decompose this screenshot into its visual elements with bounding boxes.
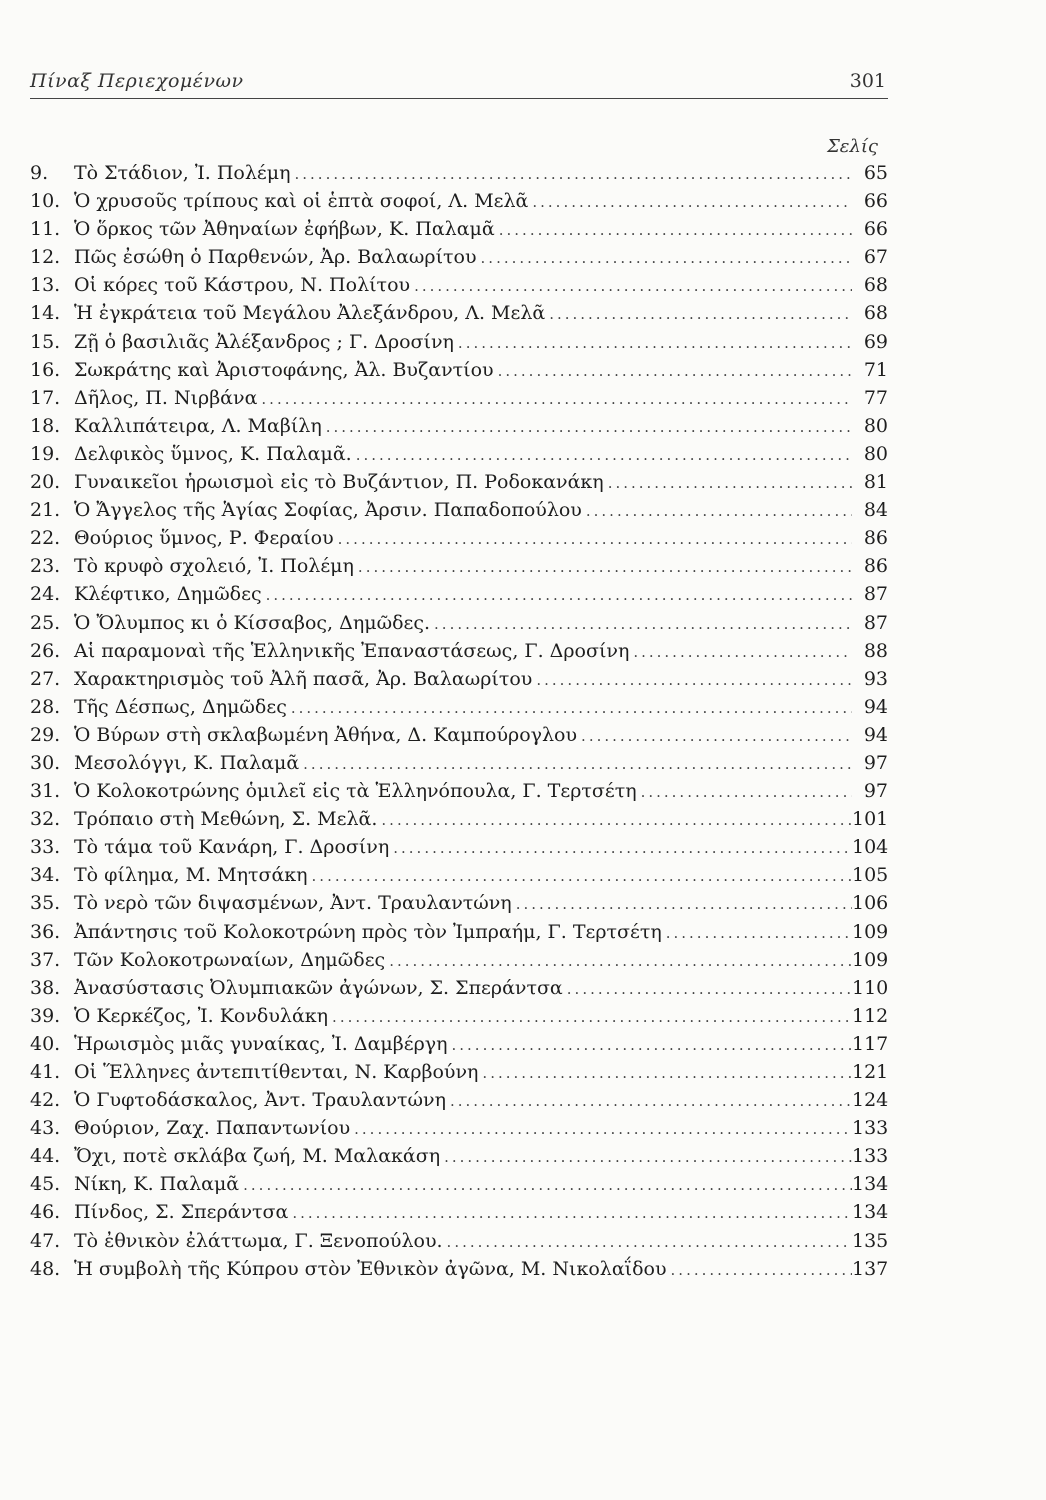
dot-leader xyxy=(434,615,852,633)
entry-number: 39. xyxy=(30,1004,61,1027)
entry-number: 11. xyxy=(30,218,61,241)
dot-leader xyxy=(243,1176,852,1194)
entry-number: 29. xyxy=(30,723,61,746)
entry-number: 22. xyxy=(30,527,61,550)
toc-entry xyxy=(30,499,888,527)
dot-leader xyxy=(381,811,852,829)
entry-title: Ἡρωισμὸς μιᾶς γυναίκας, Ἰ. Δαμβέργη xyxy=(74,1032,448,1055)
entry-title: Ὁ Ἄγγελος τῆς Ἁγίας Σοφίας, Ἀρσιν. Παπαδοπούλου xyxy=(74,499,582,522)
toc-entry xyxy=(30,1258,888,1286)
toc-entry xyxy=(30,274,888,302)
dot-leader xyxy=(393,839,852,857)
toc-entry xyxy=(30,218,888,246)
toc-entry xyxy=(30,780,888,808)
entry-title: Ὁ Ὄλυμπος κι ὁ Κίσσαβος, Δημῶδες. xyxy=(74,611,431,634)
toc-entry xyxy=(30,836,888,864)
dot-leader xyxy=(567,980,852,998)
entry-page: 86 xyxy=(863,555,888,578)
entry-page: 71 xyxy=(863,358,888,381)
entry-number: 42. xyxy=(30,1089,61,1112)
dot-leader xyxy=(312,867,852,885)
entry-page: 109 xyxy=(852,920,889,943)
entry-number: 45. xyxy=(30,1173,61,1196)
dot-leader xyxy=(338,530,852,548)
entry-page: 105 xyxy=(852,864,889,887)
toc-entry xyxy=(30,977,888,1005)
entry-number: 48. xyxy=(30,1257,61,1280)
entry-number: 17. xyxy=(30,386,61,409)
entry-title: Καλλιπάτειρα, Λ. Μαβίλη xyxy=(74,414,322,437)
dot-leader xyxy=(452,1036,853,1054)
dot-leader xyxy=(292,1204,852,1222)
entry-number: 14. xyxy=(30,302,61,325)
entry-page: 80 xyxy=(863,414,888,437)
toc-entry xyxy=(30,864,888,892)
entry-title: Τῆς Δέσπως, Δημῶδες xyxy=(74,695,287,718)
entry-page: 84 xyxy=(863,499,888,522)
entry-number: 40. xyxy=(30,1032,61,1055)
dot-leader xyxy=(389,952,852,970)
toc-entry xyxy=(30,443,888,471)
dot-leader xyxy=(581,727,852,745)
entry-number: 38. xyxy=(30,976,61,999)
entry-page: 66 xyxy=(863,190,888,213)
toc-entry xyxy=(30,1033,888,1061)
dot-leader xyxy=(295,165,853,183)
dot-leader xyxy=(458,334,852,352)
entry-number: 43. xyxy=(30,1117,61,1140)
entry-title: Οἱ Ἕλληνες ἀντεπιτίθενται, Ν. Καρβούνη xyxy=(74,1061,479,1083)
entry-title: Χαρακτηρισμὸς τοῦ Ἀλῆ πασᾶ, Ἀρ. Βαλαωρίτου xyxy=(74,667,533,690)
entry-number: 18. xyxy=(30,414,61,437)
entry-page: 80 xyxy=(863,442,888,465)
entry-number: 47. xyxy=(30,1229,61,1252)
entry-number: 32. xyxy=(30,808,61,831)
dot-leader xyxy=(549,305,852,323)
entry-title: Σωκράτης καὶ Ἀριστοφάνης, Ἀλ. Βυζαντίου xyxy=(74,358,494,381)
dot-leader xyxy=(358,558,852,576)
entry-number: 31. xyxy=(30,780,61,803)
entry-page: 97 xyxy=(863,751,888,774)
entry-number: 24. xyxy=(30,583,61,606)
entry-number: 19. xyxy=(30,442,61,465)
entry-title: Θούριον, Ζαχ. Παπαντωνίου xyxy=(74,1117,351,1140)
toc-entry xyxy=(30,527,888,555)
toc-entry xyxy=(30,1089,888,1117)
entry-page: 94 xyxy=(863,723,888,746)
entry-page: 97 xyxy=(863,780,888,803)
entry-page: 134 xyxy=(852,1173,889,1196)
toc-entry xyxy=(30,1117,888,1145)
entry-title: Ὁ Κολοκοτρώνης ὁμιλεῖ εἰς τὰ Ἑλληνόπουλα, Γ. Τερτσέτη xyxy=(74,780,637,803)
entry-title: Τὸ τάμα τοῦ Κανάρη, Γ. Δροσίνη xyxy=(74,836,390,859)
toc-entry xyxy=(30,471,888,499)
entry-page: 133 xyxy=(852,1145,889,1168)
entry-number: 9. xyxy=(30,162,49,184)
entry-page: 87 xyxy=(863,611,888,634)
entry-page: 112 xyxy=(852,1004,889,1027)
entry-number: 12. xyxy=(30,246,61,269)
entry-number: 25. xyxy=(30,611,61,634)
entry-page: 101 xyxy=(852,808,889,831)
entry-title: Ἡ ἐγκράτεια τοῦ Μεγάλου Ἀλεξάνδρου, Λ. Μελᾶ xyxy=(74,302,546,325)
dot-leader xyxy=(608,474,852,492)
entry-number: 16. xyxy=(30,358,61,381)
entry-page: 117 xyxy=(852,1032,889,1055)
dot-leader xyxy=(326,418,852,436)
dot-leader xyxy=(516,895,852,913)
entry-page: 109 xyxy=(852,948,889,971)
entry-title: Δῆλος, Π. Νιρβάνα xyxy=(74,386,258,409)
running-title: Πίναξ Περιεχομένων xyxy=(30,70,244,92)
toc-entry xyxy=(30,1173,888,1201)
toc-entry xyxy=(30,302,888,330)
entry-number: 28. xyxy=(30,695,61,718)
toc-entry xyxy=(30,1145,888,1173)
entry-title: Αἱ παραμοναὶ τῆς Ἑλληνικῆς Ἐπαναστάσεως, Γ. Δροσίνη xyxy=(74,639,630,662)
entry-title: Τὸ κρυφὸ σχολειό, Ἰ. Πολέμη xyxy=(74,555,354,578)
entry-title: Ἀνασύστασις Ὀλυμπιακῶν ἀγώνων, Σ. Σπεράντσα xyxy=(74,976,563,999)
entry-page: 104 xyxy=(852,836,889,859)
entry-title: Νίκη, Κ. Παλαμᾶ xyxy=(74,1173,240,1196)
page-number: 301 xyxy=(849,70,886,92)
entry-page: 86 xyxy=(863,527,888,550)
entry-title: Θούριος ὕμνος, Ρ. Φεραίου xyxy=(74,527,334,550)
toc-entry xyxy=(30,246,888,274)
entry-title: Τὸ φίλημα, Μ. Μητσάκη xyxy=(74,864,308,887)
entry-title: Ἡ συμβολὴ τῆς Κύπρου στὸν Ἐθνικὸν ἀγῶνα, Μ. Νικολαΐδου xyxy=(74,1257,667,1280)
toc-entry xyxy=(30,612,888,640)
dot-leader xyxy=(532,193,852,211)
entry-page: 124 xyxy=(852,1089,889,1112)
toc-entry xyxy=(30,162,888,190)
entry-number: 41. xyxy=(30,1061,61,1083)
toc-entry xyxy=(30,415,888,443)
dot-leader xyxy=(586,502,852,520)
toc-entry xyxy=(30,555,888,583)
toc-entry xyxy=(30,696,888,724)
entry-number: 23. xyxy=(30,555,61,578)
entry-page: 69 xyxy=(863,330,888,353)
entry-page: 88 xyxy=(863,639,888,662)
entry-page: 137 xyxy=(852,1257,889,1280)
toc-entry xyxy=(30,668,888,696)
entry-number: 20. xyxy=(30,471,61,494)
entry-page: 65 xyxy=(863,162,888,184)
entry-title: Τὸ Στάδιον, Ἰ. Πολέμη xyxy=(74,162,291,184)
entry-title: Δελφικὸς ὕμνος, Κ. Παλαμᾶ. xyxy=(74,442,352,465)
dot-leader xyxy=(414,277,852,295)
entry-title: Μεσολόγγι, Κ. Παλαμᾶ xyxy=(74,751,300,774)
entry-title: Ὁ ὅρκος τῶν Ἀθηναίων ἐφήβων, Κ. Παλαμᾶ xyxy=(74,218,495,241)
entry-number: 10. xyxy=(30,190,61,213)
dot-leader xyxy=(450,1092,852,1110)
entry-page: 68 xyxy=(863,274,888,297)
page-header xyxy=(30,68,888,99)
entry-number: 37. xyxy=(30,948,61,971)
dot-leader xyxy=(671,1261,852,1279)
entry-title: Οἱ κόρες τοῦ Κάστρου, Ν. Πολίτου xyxy=(74,274,411,297)
dot-leader xyxy=(498,362,852,380)
dot-leader xyxy=(641,783,852,801)
entry-title: Τῶν Κολοκοτρωναίων, Δημῶδες xyxy=(74,948,386,971)
entry-page: 87 xyxy=(863,583,888,606)
entry-number: 34. xyxy=(30,864,61,887)
toc-entry xyxy=(30,724,888,752)
dot-leader xyxy=(266,586,852,604)
toc-entry xyxy=(30,752,888,780)
entry-title: Πῶς ἐσώθη ὁ Παρθενών, Ἀρ. Βαλαωρίτου xyxy=(74,246,477,269)
entry-page: 68 xyxy=(863,302,888,325)
toc-entry xyxy=(30,583,888,611)
entry-number: 46. xyxy=(30,1201,61,1224)
dot-leader xyxy=(499,221,852,239)
entry-title: Ζῇ ὁ βασιλιᾶς Ἀλέξανδρος ; Γ. Δροσίνη xyxy=(74,330,454,353)
dot-leader xyxy=(447,1233,852,1251)
entry-title: Τὸ ἐθνικὸν ἐλάττωμα, Γ. Ξενοπούλου. xyxy=(74,1229,443,1252)
toc-entry xyxy=(30,190,888,218)
entry-number: 15. xyxy=(30,330,61,353)
entry-number: 21. xyxy=(30,499,61,522)
dot-leader xyxy=(332,1008,852,1026)
entry-title: Τρόπαιο στὴ Μεθώνη, Σ. Μελᾶ. xyxy=(74,808,378,831)
dot-leader xyxy=(666,924,852,942)
dot-leader xyxy=(481,249,852,267)
page-column-label: Σελίς xyxy=(827,136,878,157)
entry-page: 77 xyxy=(863,386,888,409)
entry-page: 110 xyxy=(852,976,889,999)
entry-title: Ὁ χρυσοῦς τρίπους καὶ οἱ ἑπτὰ σοφοί, Λ. Μελᾶ xyxy=(74,190,529,213)
entry-page: 81 xyxy=(863,471,888,494)
toc-entry xyxy=(30,1005,888,1033)
entry-number: 33. xyxy=(30,836,61,859)
entry-page: 133 xyxy=(852,1117,889,1140)
entry-page: 134 xyxy=(852,1201,889,1224)
entry-title: Ὁ Βύρων στὴ σκλαβωμένη Ἀθήνα, Δ. Καμπούρογλου xyxy=(74,723,578,746)
table-of-contents xyxy=(30,162,888,1286)
dot-leader xyxy=(482,1064,852,1082)
toc-entry xyxy=(30,331,888,359)
entry-page: 67 xyxy=(863,246,888,269)
entry-page: 93 xyxy=(863,667,888,690)
toc-entry xyxy=(30,808,888,836)
toc-entry xyxy=(30,921,888,949)
entry-title: Κλέφτικο, Δημῶδες xyxy=(74,583,262,606)
entry-number: 35. xyxy=(30,892,61,915)
entry-page: 135 xyxy=(852,1229,889,1252)
entry-page: 94 xyxy=(863,695,888,718)
entry-title: Ὄχι, ποτὲ σκλάβα ζωή, Μ. Μαλακάση xyxy=(74,1145,441,1168)
dot-leader xyxy=(303,755,852,773)
entry-title: Ἀπάντησις τοῦ Κολοκοτρώνη πρὸς τὸν Ἰμπραήμ, Γ. Τερτσέτη xyxy=(74,920,662,943)
toc-entry xyxy=(30,640,888,668)
entry-number: 26. xyxy=(30,639,61,662)
entry-title: Πίνδος, Σ. Σπεράντσα xyxy=(74,1201,289,1224)
dot-leader xyxy=(261,390,852,408)
entry-title: Γυναικεῖοι ἡρωισμοὶ εἰς τὸ Βυζάντιον, Π. Ροδοκανάκη xyxy=(74,471,604,494)
entry-number: 30. xyxy=(30,751,61,774)
dot-leader xyxy=(354,1120,852,1138)
entry-page: 121 xyxy=(852,1061,889,1083)
toc-entry xyxy=(30,892,888,920)
toc-entry xyxy=(30,1230,888,1258)
entry-title: Ὁ Κερκέζος, Ἰ. Κονδυλάκη xyxy=(74,1004,329,1027)
dot-leader xyxy=(291,699,852,717)
toc-entry xyxy=(30,359,888,387)
dot-leader xyxy=(633,643,852,661)
entry-number: 27. xyxy=(30,667,61,690)
dot-leader xyxy=(444,1148,852,1166)
entry-title: Ὁ Γυφτοδάσκαλος, Ἀντ. Τραυλαντώνη xyxy=(74,1089,446,1112)
toc-entry xyxy=(30,387,888,415)
entry-number: 13. xyxy=(30,274,61,297)
entry-number: 44. xyxy=(30,1145,61,1168)
dot-leader xyxy=(356,446,852,464)
toc-entry xyxy=(30,1201,888,1229)
entry-page: 66 xyxy=(863,218,888,241)
entry-title: Τὸ νερὸ τῶν διψασμένων, Ἀντ. Τραυλαντώνη xyxy=(74,892,512,915)
toc-entry xyxy=(30,949,888,977)
entry-number: 36. xyxy=(30,920,61,943)
toc-entry xyxy=(30,1061,888,1089)
dot-leader xyxy=(536,671,852,689)
entry-page: 106 xyxy=(852,892,889,915)
